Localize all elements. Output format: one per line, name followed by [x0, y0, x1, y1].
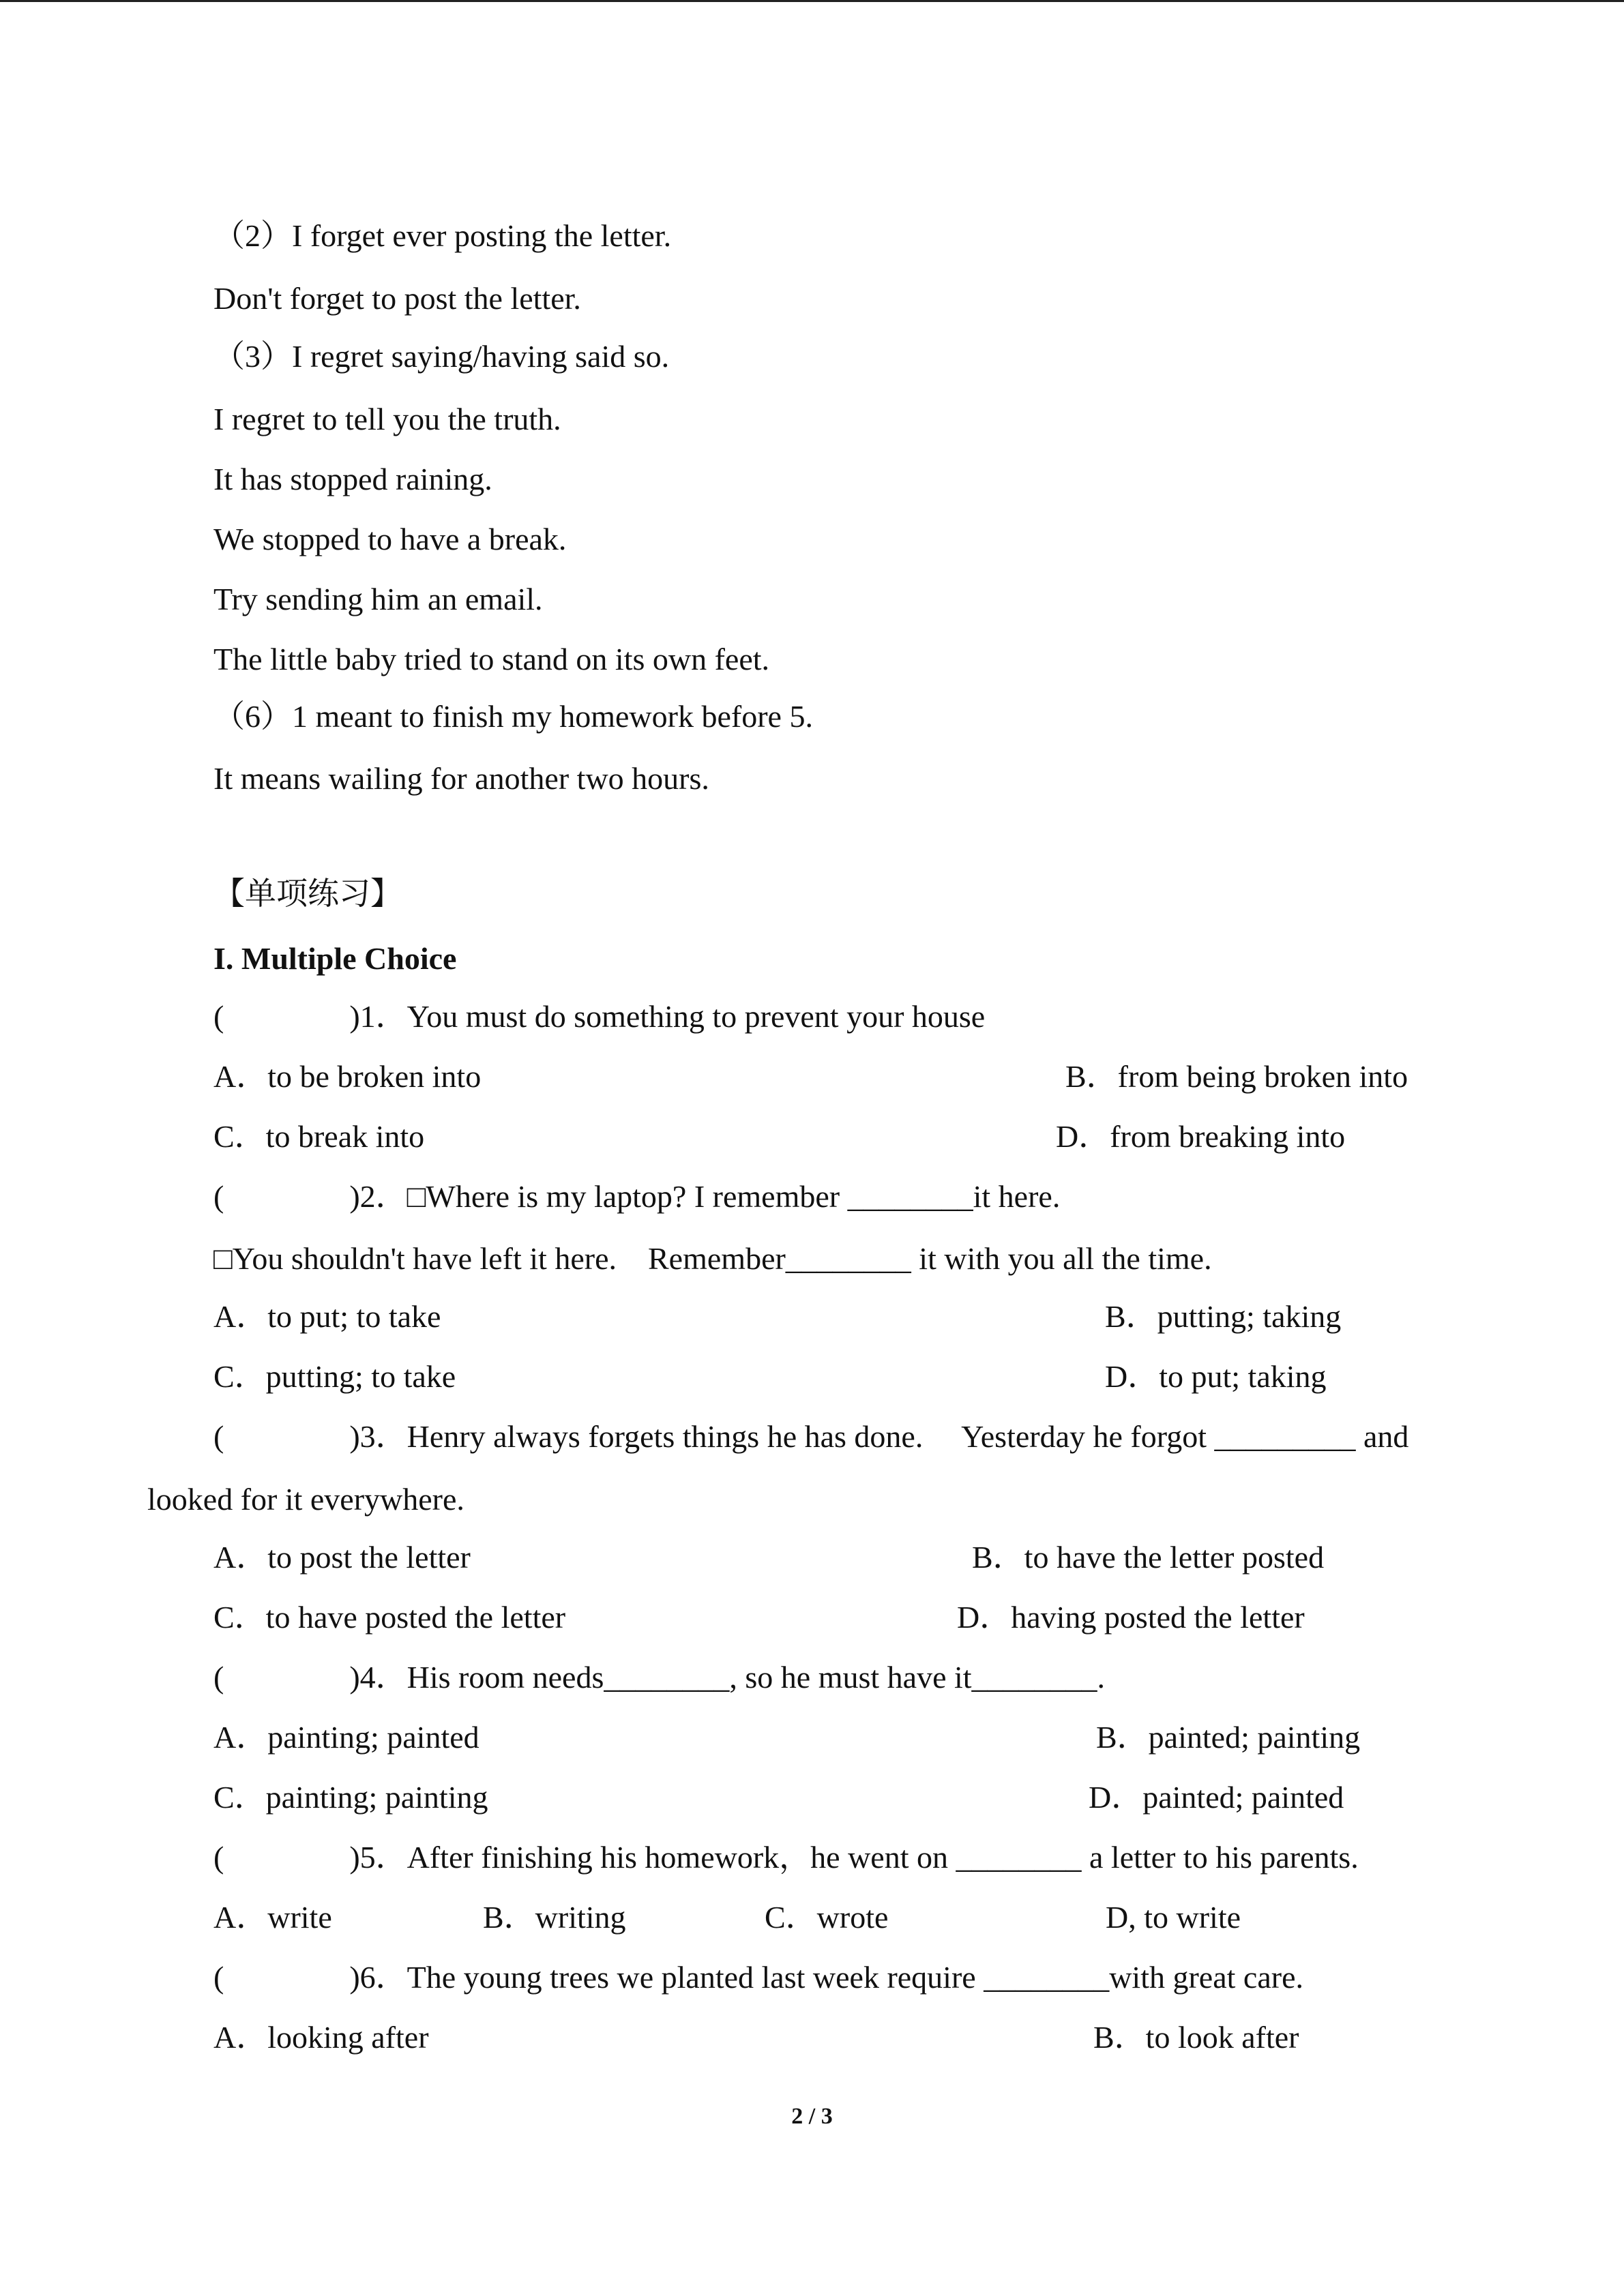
page-number: 2 / 3: [791, 2104, 833, 2129]
option-c: C．to have posted the letter: [213, 1600, 566, 1635]
example-line: The little baby tried to stand on its own feet.: [213, 642, 770, 676]
part-title: I. Multiple Choice: [213, 941, 457, 976]
option-d: D．having posted the letter: [957, 1600, 1305, 1635]
example-line: （2）I forget ever posting the letter.: [213, 218, 672, 253]
option-b: B．from being broken into: [1065, 1059, 1408, 1094]
option-d: D．painted; painted: [1089, 1780, 1344, 1815]
option-d: D．from breaking into: [1056, 1119, 1346, 1154]
question-stem: ( )1．You must do something to prevent your house: [213, 999, 986, 1034]
option-a: A．to post the letter: [213, 1540, 471, 1575]
option-a: A．to be broken into: [213, 1059, 482, 1094]
example-line: It has stopped raining.: [213, 462, 492, 496]
question-stem: ( )4．His room needs________, so he must have it________.: [213, 1660, 1106, 1695]
page-top-border: [0, 0, 1624, 2]
question-stem: ( )6．The young trees we planted last week require ________with great care.: [213, 1960, 1303, 1995]
option-b: B．to look after: [1093, 2020, 1299, 2055]
example-line: Don't forget to post the letter.: [213, 281, 581, 316]
option-c: C．putting; to take: [213, 1359, 456, 1394]
option-d: D．to put; taking: [1105, 1359, 1327, 1394]
example-line: （6）1 meant to finish my homework before 5.: [213, 699, 813, 734]
example-line: We stopped to have a break.: [213, 522, 567, 556]
example-line: I regret to tell you the truth.: [213, 402, 561, 436]
example-line: Try sending him an email.: [213, 582, 543, 616]
option-b: B．to have the letter posted: [972, 1540, 1325, 1575]
option-b: B．painted; painting: [1096, 1720, 1361, 1755]
question-stem: ( )2．□Where is my laptop? I remember ________it here.: [213, 1179, 1061, 1214]
option-c: C．to break into: [213, 1119, 425, 1154]
option-c: C．wrote: [765, 1900, 889, 1935]
question-stem-continued: looked for it everywhere.: [147, 1482, 464, 1517]
example-line: （3）I regret saying/having said so.: [213, 339, 670, 374]
option-c: C．painting; painting: [213, 1780, 488, 1815]
example-line: It means wailing for another two hours.: [213, 761, 709, 796]
option-b: B．writing: [483, 1900, 626, 1935]
question-stem-continued: □You shouldn't have left it here. Remember________ it with you all the time.: [213, 1241, 1212, 1276]
option-a: A．to put; to take: [213, 1299, 441, 1334]
option-b: B．putting; taking: [1105, 1299, 1342, 1334]
option-a: A．write: [213, 1900, 332, 1935]
option-d: D, to write: [1106, 1900, 1241, 1935]
option-a: A．looking after: [213, 2020, 429, 2055]
question-stem: ( )5．After finishing his homework，he went on ________ a letter to his parents.: [213, 1840, 1359, 1875]
section-title: 【单项练习】: [213, 876, 402, 911]
option-a: A．painting; painted: [213, 1720, 479, 1755]
question-stem: ( )3．Henry always forgets things he has done. Yesterday he forgot _________ and: [213, 1419, 1409, 1454]
